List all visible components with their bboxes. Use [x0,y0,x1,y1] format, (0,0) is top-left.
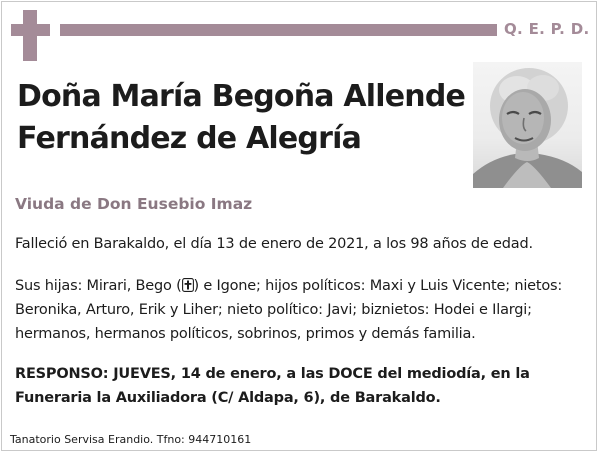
deceased-name-line1: Doña María Begoña Allende [17,79,466,114]
portrait-photo [473,62,582,188]
service-details: RESPONSO: JUEVES, 14 de enero, a las DOCE del mediodía, en la Funeraria la Auxiliadora (C/ Aldapa, 6), de Barakaldo. [15,366,530,406]
header-divider-bar [60,24,497,36]
deceased-name-line2: Fernández de Alegría [17,121,362,156]
family-list-part2: ) e Igone; hijos políticos: Maxi y Luis Vicente; nietos: Beronika, Arturo, Erik y Liher; nieto político: Javi; biznietos: Hodei e Ilargi; hermanos, hermanos políticos, sobrinos, primos y demás familia. [15,278,563,342]
family-list-part1: Sus hijas: Mirari, Bego ( [15,278,182,294]
rip-label: Q. E. P. D. [504,20,590,38]
widow-of-line: Viuda de Don Eusebio Imaz [15,195,253,213]
death-notice: Falleció en Barakaldo, el día 13 de enero de 2021, a los 98 años de edad. [15,236,533,252]
funeral-home-contact: Tanatorio Servisa Erandio. Tfno: 944710161 [10,433,252,446]
family-list [15,274,585,346]
deceased-name [17,76,467,160]
portrait-image [473,62,582,188]
cross-icon [182,276,194,290]
latin-cross-icon [11,10,50,61]
